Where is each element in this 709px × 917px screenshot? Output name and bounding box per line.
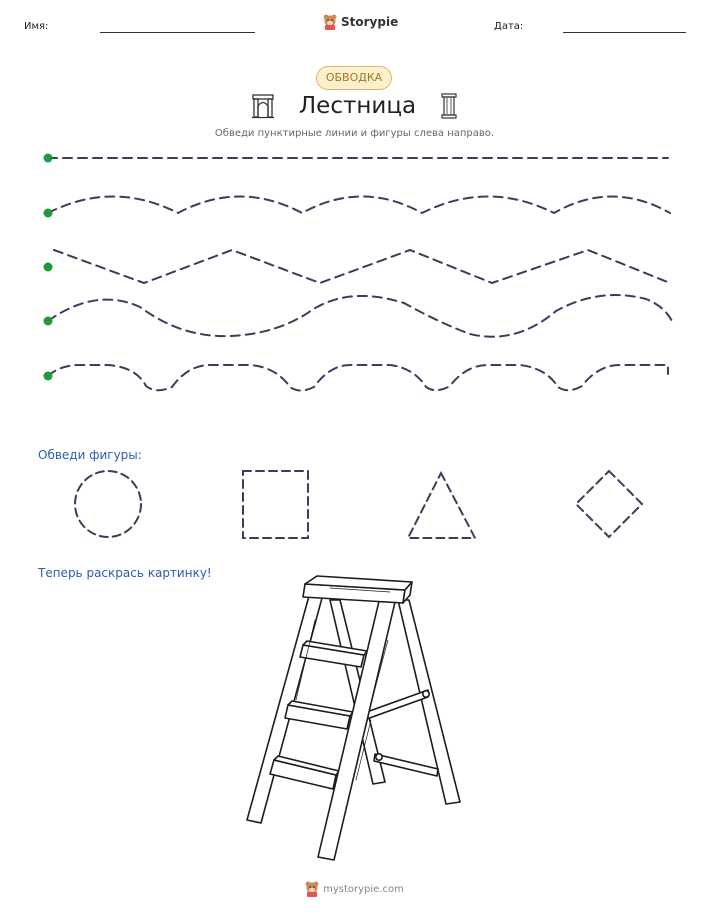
activity-badge: ОБВОДКА	[316, 66, 392, 90]
start-dot	[44, 317, 53, 326]
trace-shape-triangle[interactable]	[408, 473, 475, 538]
trace-shape-diamond[interactable]	[576, 471, 642, 537]
name-label: Имя:	[24, 21, 49, 32]
instructions: Обведи пунктирные линии и фигуры слева направо.	[214, 128, 495, 139]
trace-line-arch-wave[interactable]	[48, 197, 670, 214]
shapes-section-label: Обведи фигуры:	[38, 448, 142, 462]
start-dot	[44, 154, 53, 163]
trace-line-zigzag[interactable]	[54, 250, 670, 283]
footer	[0, 881, 709, 897]
start-dots	[44, 154, 53, 381]
brand-name: Storypie	[341, 15, 399, 29]
trace-shape-square[interactable]	[243, 471, 308, 538]
footer-site[interactable]: mystorypie.com	[323, 883, 404, 895]
stepladder-illustration[interactable]	[247, 576, 460, 860]
title-text: Лестница	[298, 92, 417, 119]
trace-line-sine-wave[interactable]	[48, 295, 672, 337]
coloring-section-label: Теперь раскрась картинку!	[38, 566, 212, 580]
date-label: Дата:	[494, 21, 524, 32]
start-dot	[44, 209, 53, 218]
bear-mascot-icon	[305, 881, 319, 897]
trace-shape-circle[interactable]	[75, 471, 141, 537]
trace-line-smooth-step-wave[interactable]	[48, 365, 668, 391]
start-dot	[44, 263, 53, 272]
start-dot	[44, 372, 53, 381]
